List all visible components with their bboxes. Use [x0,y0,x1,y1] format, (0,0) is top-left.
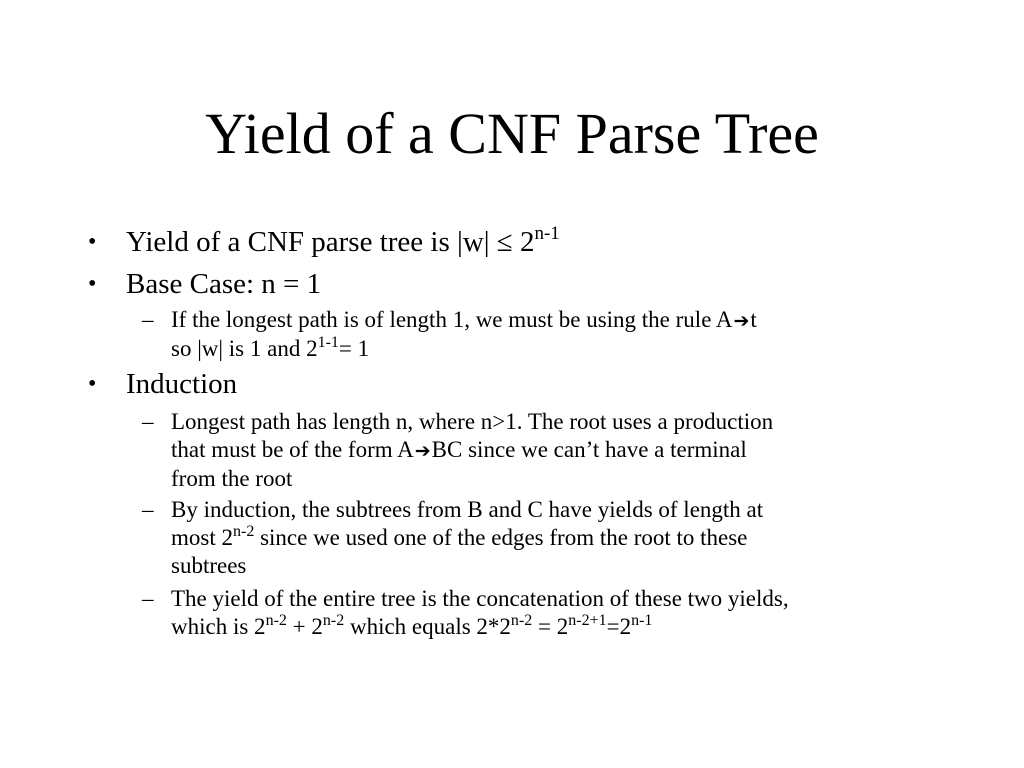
subbullet-longest-path [142,408,961,493]
exponent: n-2 [510,612,533,629]
text-segment: which is 2 [171,614,266,639]
text-segment: If the longest path is of length 1, we must be using the rule A [171,307,733,332]
dash-marker: – [142,586,154,611]
bullet-yield-bound [88,223,560,259]
bullet-marker: • [88,271,97,297]
exponent: 1-1 [317,334,339,351]
bullet-base-case [88,267,322,301]
exponent: n-2 [232,523,255,540]
text-segment: = 2 [532,614,569,639]
subbullet-line [171,335,961,363]
text-segment: so |w| is 1 and 2 [171,336,318,361]
subbullet-line [171,524,961,552]
exponent: n-2+1 [568,612,607,629]
exponent: n-1 [534,223,560,244]
text-segment: BC since we can’t have a terminal [431,437,747,462]
text-segment: that must be of the form A [171,437,414,462]
text-segment: + 2 [286,614,323,639]
text-segment: which equals 2*2 [344,614,511,639]
exponent: n-1 [631,612,653,629]
dash-marker: – [142,497,154,522]
subbullet-concatenation [142,585,961,641]
text-segment: since we used one of the edges from the root to these [254,525,748,550]
bullet-induction [88,367,238,401]
bullet-text: Induction [126,368,238,400]
slide-title: Yield of a CNF Parse Tree [205,101,819,166]
subbullet-line [171,306,961,335]
right-arrow-icon: ➔ [733,310,750,332]
dash-marker: – [142,409,154,434]
bullet-text: Base Case: n = 1 [126,268,322,300]
exponent: n-2 [322,612,345,629]
subbullet-line: from the root [171,466,293,491]
text-segment: most 2 [171,525,233,550]
bullet-marker: • [88,371,97,397]
subbullet-line: The yield of the entire tree is the concatenation of these two yields, [171,586,789,611]
subbullet-induction-subtrees [142,496,961,580]
subbullet-line: By induction, the subtrees from B and C have yields of length at [171,497,764,522]
subbullet-line [171,436,961,465]
subbullet-line: Longest path has length n, where n>1. The root uses a production [171,409,774,434]
bullet-text: Yield of a CNF parse tree is |w| ≤ 2 [126,226,535,258]
subbullet-base-case-rule [142,306,961,363]
text-segment: = 1 [338,336,370,361]
text-segment: t [750,307,757,332]
dash-marker: – [142,307,154,332]
exponent: n-2 [265,612,287,629]
bullet-marker: • [88,229,97,255]
subbullet-line: subtrees [171,553,247,578]
right-arrow-icon: ➔ [414,440,431,462]
subbullet-line [171,613,961,641]
text-segment: =2 [606,614,632,639]
